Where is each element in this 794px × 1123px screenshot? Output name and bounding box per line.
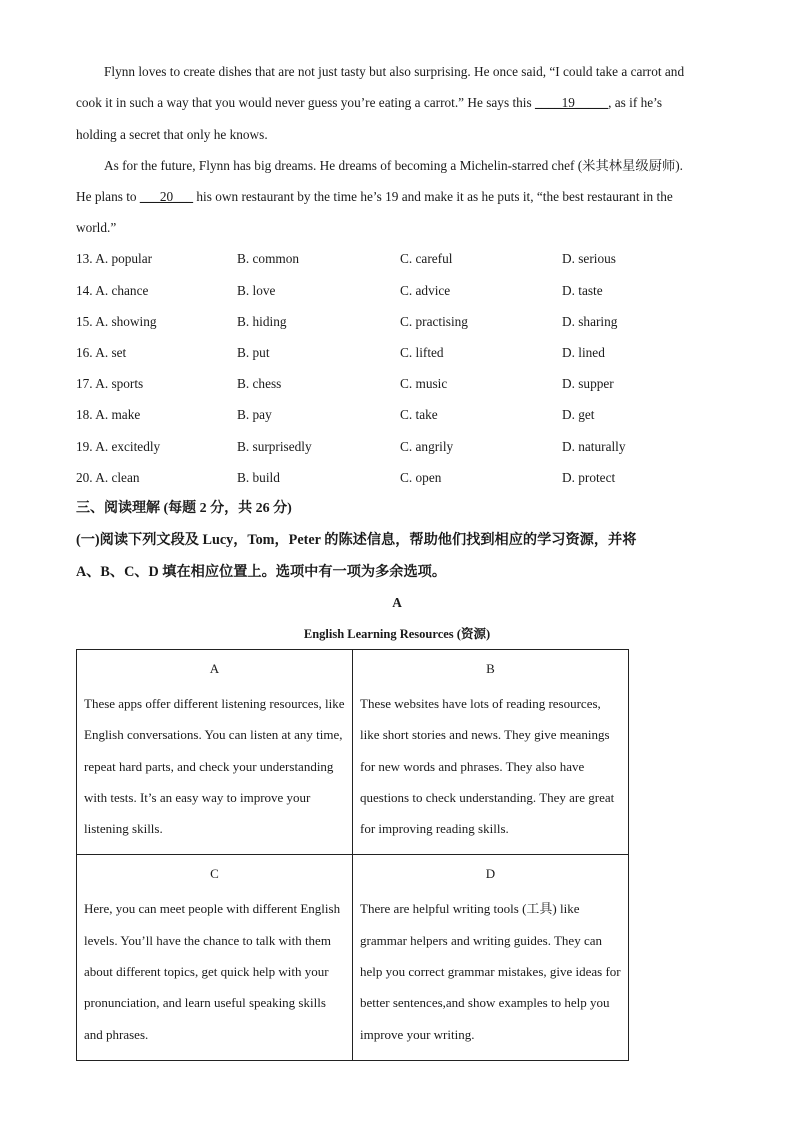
option-17-b: B. chess: [237, 376, 282, 391]
blank-20: ___20___: [139, 189, 194, 204]
option-16-c: C. lifted: [400, 345, 444, 360]
passage-p2-line2-text: He plans to: [76, 189, 140, 204]
passage-p1-line2-tail: , as if he’s: [608, 95, 663, 110]
table-row: [77, 650, 629, 855]
option-20-a: 20. A. clean: [76, 470, 140, 485]
option-17-a: 17. A. sports: [76, 376, 144, 391]
resource-letter-a: A: [209, 661, 220, 676]
passage-p1-line2-text: cook it in such a way that you would never guess you’re eating a carrot.” He says this: [76, 95, 535, 110]
table-row: [77, 855, 629, 1060]
option-14-b: B. love: [237, 283, 276, 298]
passage-p1-line1: Flynn loves to create dishes that are not just tasty but also surprising. He once said, “I could take a carrot and: [104, 64, 685, 79]
passage-p2-line1: As for the future, Flynn has big dreams. He dreams of becoming a Michelin-starred chef (米其林星级厨师).: [104, 158, 683, 173]
passage-p2-line2-tail: his own restaurant by the time he’s 19 and make it as he puts it, “the best restaurant in the: [193, 189, 673, 204]
option-16-b: B. put: [237, 345, 270, 360]
option-15-b: B. hiding: [237, 314, 287, 329]
option-15-d: D. sharing: [562, 314, 618, 329]
option-13-d: D. serious: [562, 251, 616, 266]
question-20-options: [76, 468, 716, 488]
resource-cell-d: [353, 855, 629, 1060]
option-18-c: C. take: [400, 407, 438, 422]
question-17-options: [76, 374, 716, 394]
section-heading: 三、阅读理解 (每题 2 分，共 26 分): [76, 501, 292, 516]
passage-p2-line3: world.”: [76, 220, 117, 235]
option-17-d: D. supper: [562, 376, 614, 391]
question-14-options: [76, 281, 716, 301]
resource-text-d: There are helpful writing tools (工具) like grammar helpers and writing guides. They can help you correct grammar mistakes, give ideas for better sentences,and show examples to help you improve your writing.: [360, 901, 621, 1042]
option-17-c: C. music: [400, 376, 448, 391]
passage-p1-line3: holding a secret that only he knows.: [76, 127, 268, 142]
resource-text-c: Here, you can meet people with different English levels. You’ll have the chance to talk with them about different topics, get quick help with your pronunciation, and learn useful speaking skills and phrases.: [84, 901, 341, 1042]
option-19-d: D. naturally: [562, 439, 626, 454]
resource-cell-b: [353, 650, 629, 855]
part-label: A: [392, 595, 402, 610]
option-19-a: 19. A. excitedly: [76, 439, 161, 454]
question-13-options: [76, 249, 716, 269]
question-19-options: [76, 437, 716, 457]
question-18-options: [76, 405, 716, 425]
option-14-d: D. taste: [562, 283, 603, 298]
option-13-a: 13. A. popular: [76, 251, 153, 266]
option-20-b: B. build: [237, 470, 280, 485]
question-16-options: [76, 343, 716, 363]
table-title: English Learning Resources (资源): [303, 627, 491, 641]
option-15-a: 15. A. showing: [76, 314, 157, 329]
option-15-c: C. practising: [400, 314, 468, 329]
resource-letter-b: B: [486, 661, 495, 676]
passage-p1-line2: [76, 93, 662, 113]
resource-cell-a: [77, 650, 353, 855]
option-14-a: 14. A. chance: [76, 283, 149, 298]
resource-cell-c: [77, 855, 353, 1060]
option-18-b: B. pay: [237, 407, 272, 422]
option-13-b: B. common: [237, 251, 300, 266]
section-instruction-line1: (一)阅读下列文段及 Lucy，Tom，Peter 的陈述信息，帮助他们找到相应的学习资源，并将: [76, 532, 637, 548]
option-16-d: D. lined: [562, 345, 605, 360]
resources-table: [76, 649, 629, 1061]
option-20-c: C. open: [400, 470, 442, 485]
resource-text-a: These apps offer different listening resources, like English conversations. You can listen at any time, repeat hard parts, and check your understanding with tests. It’s an easy way to improve your listening skills.: [84, 696, 345, 837]
blank-19: ____19_____: [534, 95, 609, 110]
question-15-options: [76, 312, 716, 332]
option-19-b: B. surprisedly: [237, 439, 312, 454]
resource-text-b: These websites have lots of reading resources, like short stories and news. They give meanings for new words and phrases. They also have questions to check understanding. They are great for improving reading skills.: [360, 696, 615, 837]
option-19-c: C. angrily: [400, 439, 454, 454]
option-16-a: 16. A. set: [76, 345, 127, 360]
option-14-c: C. advice: [400, 283, 451, 298]
resource-letter-d: D: [485, 866, 496, 882]
option-18-a: 18. A. make: [76, 407, 141, 422]
resource-letter-c: C: [210, 866, 219, 882]
option-13-c: C. careful: [400, 251, 453, 266]
option-20-d: D. protect: [562, 470, 616, 485]
section-instruction-line2: A、B、C、D 填在相应位置上。选项中有一项为多余选项。: [76, 564, 447, 580]
passage-p2-line2: [76, 187, 673, 207]
option-18-d: D. get: [562, 407, 595, 422]
